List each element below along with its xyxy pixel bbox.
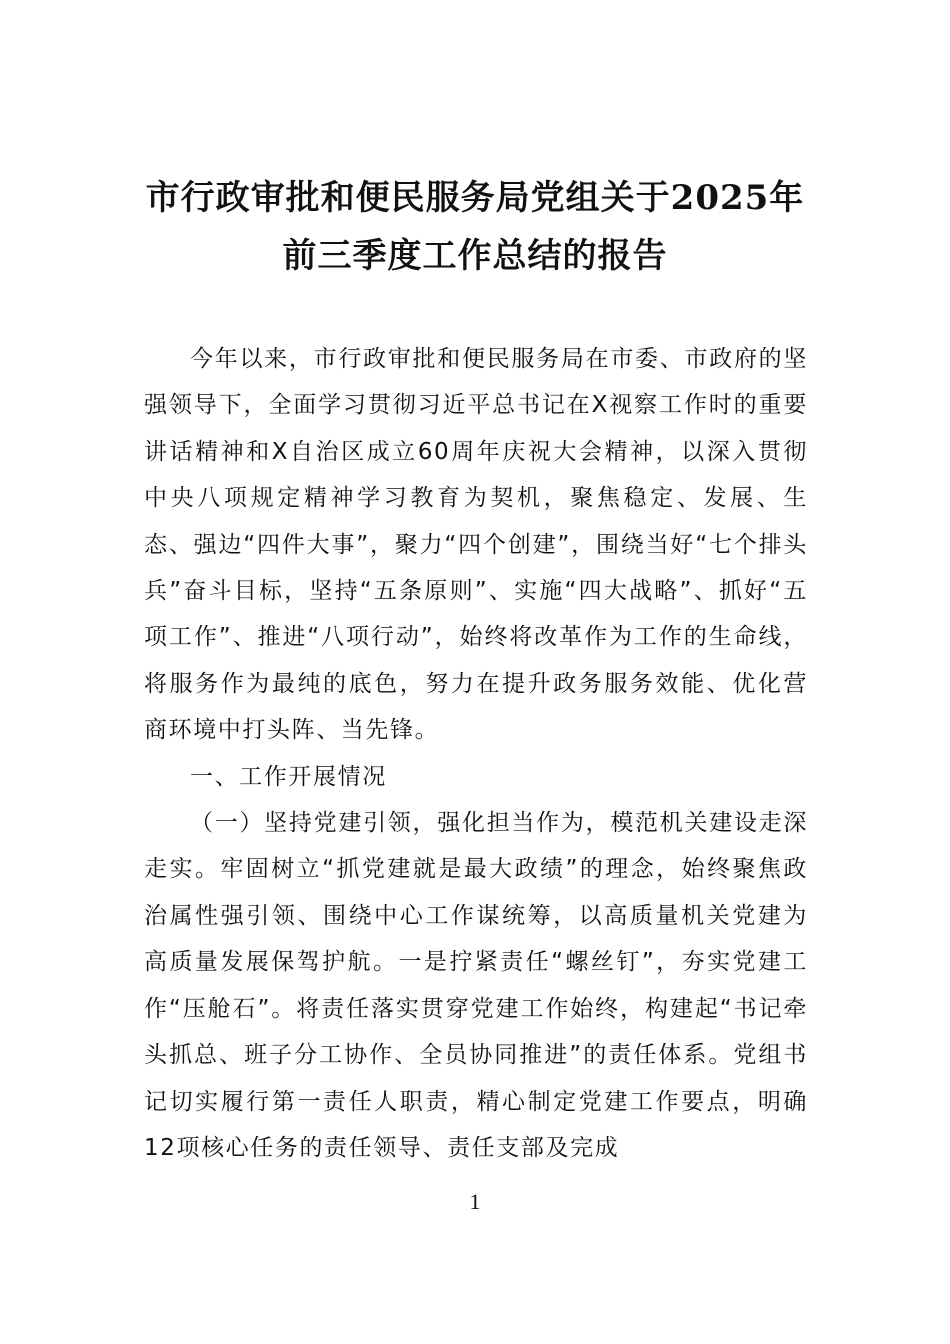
section-heading: 一、工作开展情况 [190, 763, 387, 790]
document-body [144, 336, 808, 1171]
document-title-line-1: 市行政审批和便民服务局党组关于2025年 [145, 178, 805, 218]
document-title-line-2: 前三季度工作总结的报告 [282, 236, 668, 276]
intro-paragraph: 今年以来，市行政审批和便民服务局在市委、市政府的坚强领导下，全面学习贯彻习近平总书记在X视察工作时的重要讲话精神和X自治区成立60周年庆祝大会精神，以深入贯彻中央八项规定精神学习教育为契机，聚焦稳定、发展、生态、强边“四件大事”，聚力“四个创建”，围绕当好“七个排头兵”奋斗目标，坚持“五条原则”、实施“四大战略”、抓好“五项工作”、推进“八项行动”，始终将改革作为工作的生命线，将服务作为最纯的底色，努力在提升政务服务效能、优化营商环境中打头阵、当先锋。 [144, 346, 808, 744]
body-paragraph: （一）坚持党建引领，强化担当作为，模范机关建设走深走实。牢固树立“抓党建就是最大政绩”的理念，始终聚焦政治属性强引领、围绕中心工作谋统筹，以高质量机关党建为高质量发展保驾护航。一是拧紧责任“螺丝钉”，夯实党建工作“压舱石”。将责任落实贯穿党建工作始终，构建起“书记牵头抓总、班子分工协作、全员协同推进”的责任体系。党组书记切实履行第一责任人职责，精心制定党建工作要点，明确12项核心任务的责任领导、责任支部及完成 [144, 810, 808, 1161]
page-number: 1 [469, 1189, 481, 1214]
